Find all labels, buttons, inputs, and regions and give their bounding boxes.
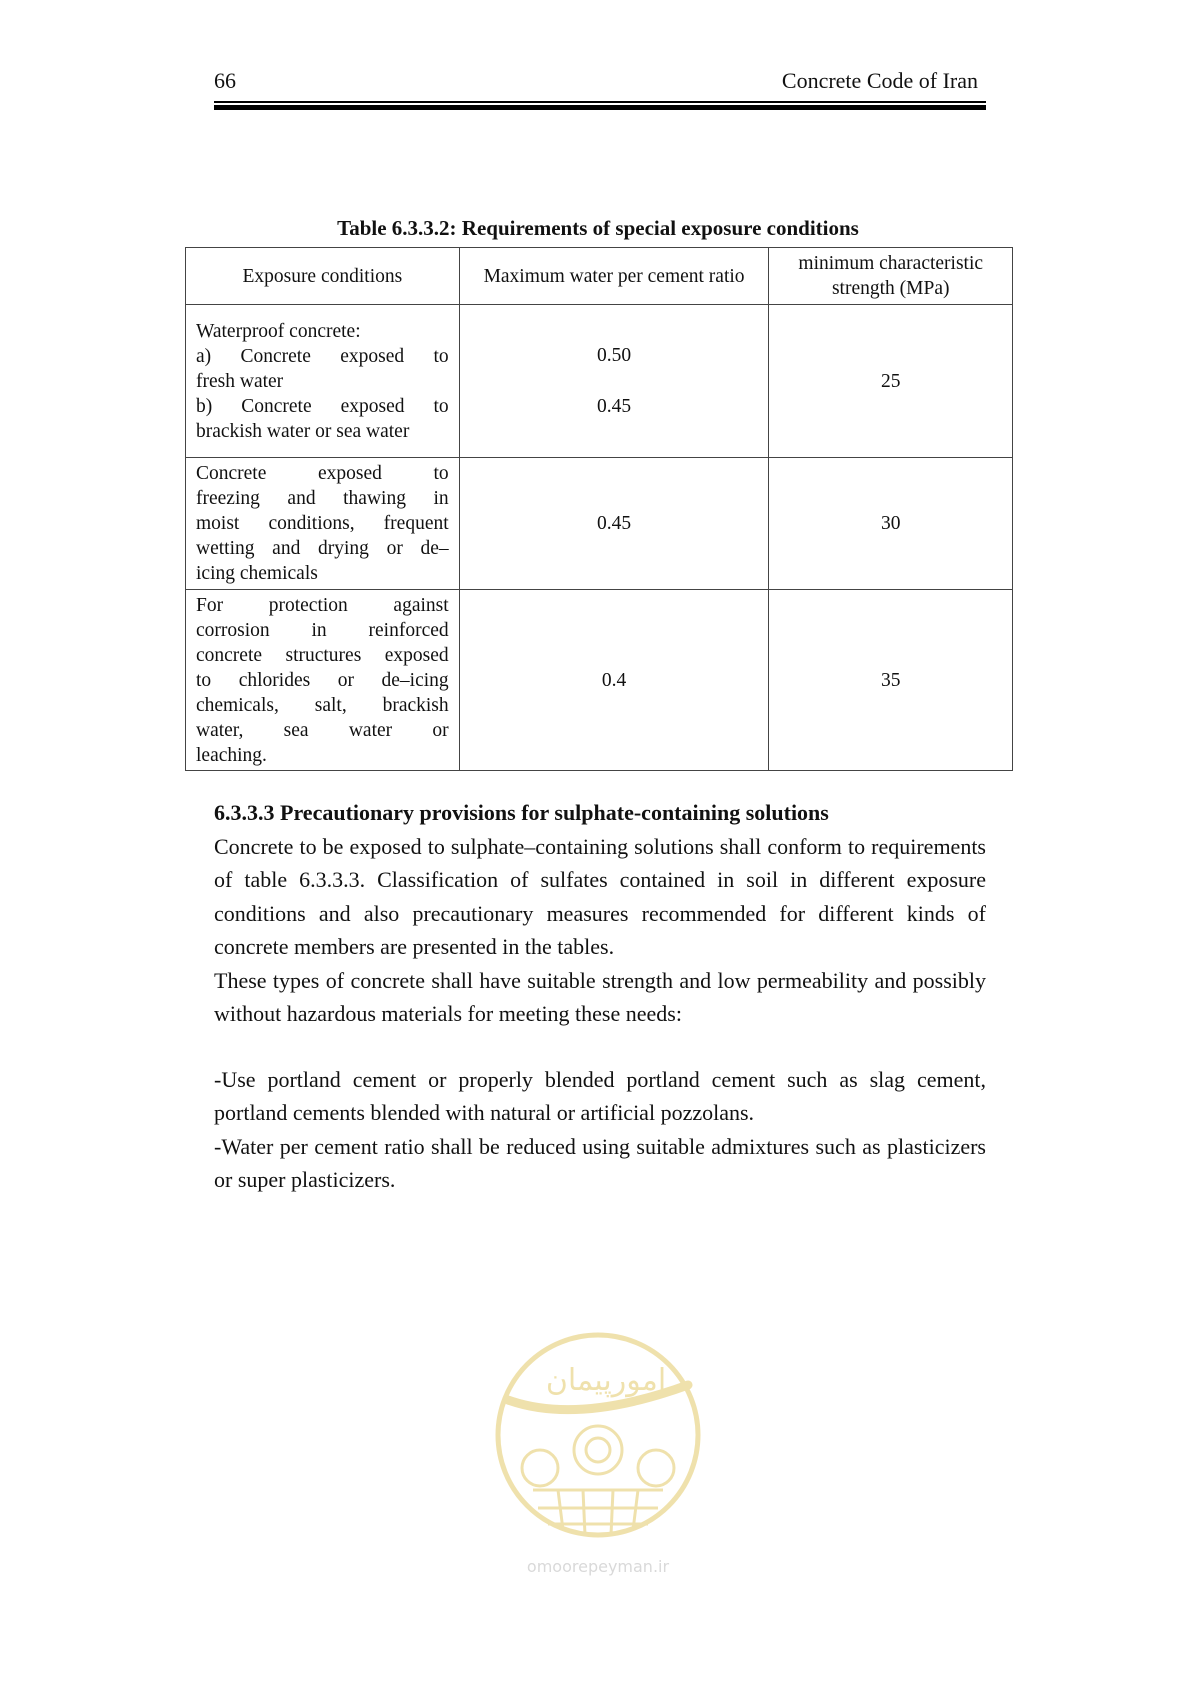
ratio-cell: 0.45 [459, 458, 769, 590]
watermark-site-text: omoorepeyman.ir [526, 1557, 670, 1576]
omoorepeyman-watermark-logo [488, 1330, 708, 1580]
exposure-condition-cell [186, 590, 460, 771]
condition-line: water, sea water or [196, 719, 449, 741]
condition-line: brackish water or sea water [196, 420, 410, 442]
condition-line: leaching. [196, 744, 267, 766]
ratio-value: 0.45 [597, 396, 632, 417]
page-number: 66 [214, 68, 236, 93]
exposure-condition-cell [186, 305, 460, 458]
condition-line: icing chemicals [196, 563, 318, 584]
condition-line: to chlorides or de–icing [196, 669, 449, 691]
header-max-water-cement-ratio: Maximum water per cement ratio [459, 248, 769, 305]
strength-cell: 35 [769, 590, 1013, 771]
exposure-requirements-table [185, 247, 1013, 771]
condition-line: chemicals, salt, brackish [196, 694, 449, 716]
table-row [186, 458, 1013, 590]
header-exposure-conditions: Exposure conditions [186, 248, 460, 305]
table-caption: Table 6.3.3.2: Requirements of special exposure conditions [337, 216, 859, 240]
paragraph-gap [214, 1031, 986, 1063]
condition-line: For protection against [196, 594, 449, 616]
watermark-logo-text: امورپیمان [545, 1363, 667, 1398]
condition-line: a) Concrete exposed to [196, 345, 449, 367]
condition-line: wetting and drying or de– [196, 538, 449, 559]
header-min-strength: minimum characteristic strength (MPa) [769, 248, 1013, 305]
sulphate-provisions-section [214, 796, 986, 1197]
condition-line: b) Concrete exposed to [196, 395, 449, 417]
header-rule-thin [214, 101, 986, 103]
body-paragraph: Concrete to be exposed to sulphate–containing solutions shall conform to requirements of table 6.3.3.3. Classification of sulfates contained in soil in different exposure conditions and also precautionary measures recommended for different kinds of concrete members are presented in the tables. [214, 833, 986, 959]
page-header [214, 68, 986, 94]
condition-line: moist conditions, frequent [196, 513, 449, 534]
strength-cell: 25 [769, 305, 1013, 458]
condition-line: concrete structures exposed [196, 644, 449, 666]
condition-line: fresh water [196, 370, 284, 392]
bullet-item: -Use portland cement or properly blended portland cement such as slag cement, portland cements blended with natural or artificial pozzolans. [214, 1066, 986, 1125]
body-paragraph: These types of concrete shall have suitable strength and low permeability and possibly without hazardous materials for meeting these needs: [214, 967, 986, 1026]
condition-line: Waterproof concrete: [196, 320, 361, 342]
table-header-row [186, 248, 1013, 305]
ratio-cell [459, 305, 769, 458]
section-heading: 6.3.3.3 Precautionary provisions for sulphate-containing solutions [214, 800, 829, 825]
ratio-cell: 0.4 [459, 590, 769, 771]
strength-cell: 30 [769, 458, 1013, 590]
exposure-condition-cell [186, 458, 460, 590]
condition-line: freezing and thawing in [196, 488, 449, 509]
ratio-value: 0.50 [597, 345, 632, 366]
condition-line: corrosion in reinforced [196, 619, 449, 641]
bullet-item: -Water per cement ratio shall be reduced using suitable admixtures such as plasticizers or super plasticizers. [214, 1133, 986, 1192]
running-title: Concrete Code of Iran [781, 68, 978, 93]
condition-line: Concrete exposed to [196, 463, 449, 484]
header-rule-thick [214, 105, 986, 110]
table-row [186, 590, 1013, 771]
table-row [186, 305, 1013, 458]
